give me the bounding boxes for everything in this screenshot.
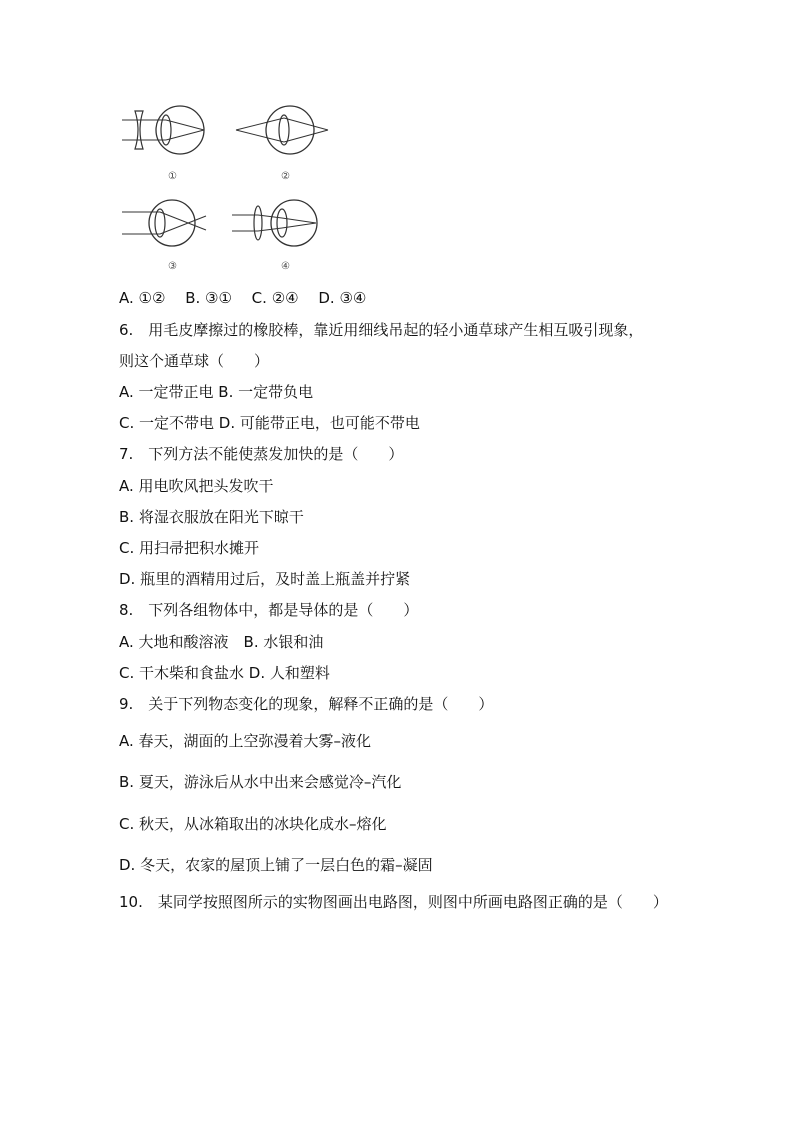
q10-stem: 10. 某同学按照图所示的实物图画出电路图，则图中所画电路图正确的是（ ）: [119, 893, 668, 911]
eye-diagram-1: [120, 103, 210, 161]
q8-stem: 8. 下列各组物体中，都是导体的是（ ）: [119, 601, 419, 619]
eye-diagram-4: [230, 196, 325, 254]
figure-caption-4: ④: [281, 261, 290, 272]
q9-stem: 9. 关于下列物态变化的现象，解释不正确的是（ ）: [119, 695, 494, 713]
q6-options-line2: C. 一定不带电 D. 可能带正电，也可能不带电: [119, 414, 420, 432]
q6-options-line1: A. 一定带正电 B. 一定带负电: [119, 383, 314, 401]
q8-options-line1: A. 大地和酸溶液 B. 水银和油: [119, 633, 324, 651]
q7-option-c: C. 用扫帚把积水摊开: [119, 539, 260, 557]
q7-option-a: A. 用电吹风把头发吹干: [119, 477, 274, 495]
q6-stem-line1: 6. 用毛皮摩擦过的橡胶棒，靠近用细线吊起的轻小通草球产生相互吸引现象，: [119, 321, 644, 339]
eye-diagram-3: [120, 196, 210, 254]
q6-stem-line2: 则这个通草球（ ）: [119, 352, 270, 370]
q9-option-d: D. 冬天，农家的屋顶上铺了一层白色的霜–凝固: [119, 856, 433, 874]
q7-option-b: B. 将湿衣服放在阳光下晾干: [119, 508, 304, 526]
q8-options-line2: C. 干木柴和食盐水 D. 人和塑料: [119, 664, 330, 682]
eye-diagram-2: [232, 103, 332, 161]
q9-option-c: C. 秋天，从冰箱取出的冰块化成水–熔化: [119, 815, 387, 833]
q5-options: A. ①② B. ③① C. ②④ D. ③④: [119, 289, 367, 307]
q7-stem: 7. 下列方法不能使蒸发加快的是（ ）: [119, 445, 404, 463]
figure-caption-1: ①: [168, 171, 177, 182]
figure-caption-2: ②: [281, 171, 290, 182]
q9-option-a: A. 春天，湖面的上空弥漫着大雾–液化: [119, 732, 372, 750]
figure-caption-3: ③: [168, 261, 177, 272]
q9-option-b: B. 夏天，游泳后从水中出来会感觉冷–汽化: [119, 773, 402, 791]
q7-option-d: D. 瓶里的酒精用过后，及时盖上瓶盖并拧紧: [119, 570, 411, 588]
